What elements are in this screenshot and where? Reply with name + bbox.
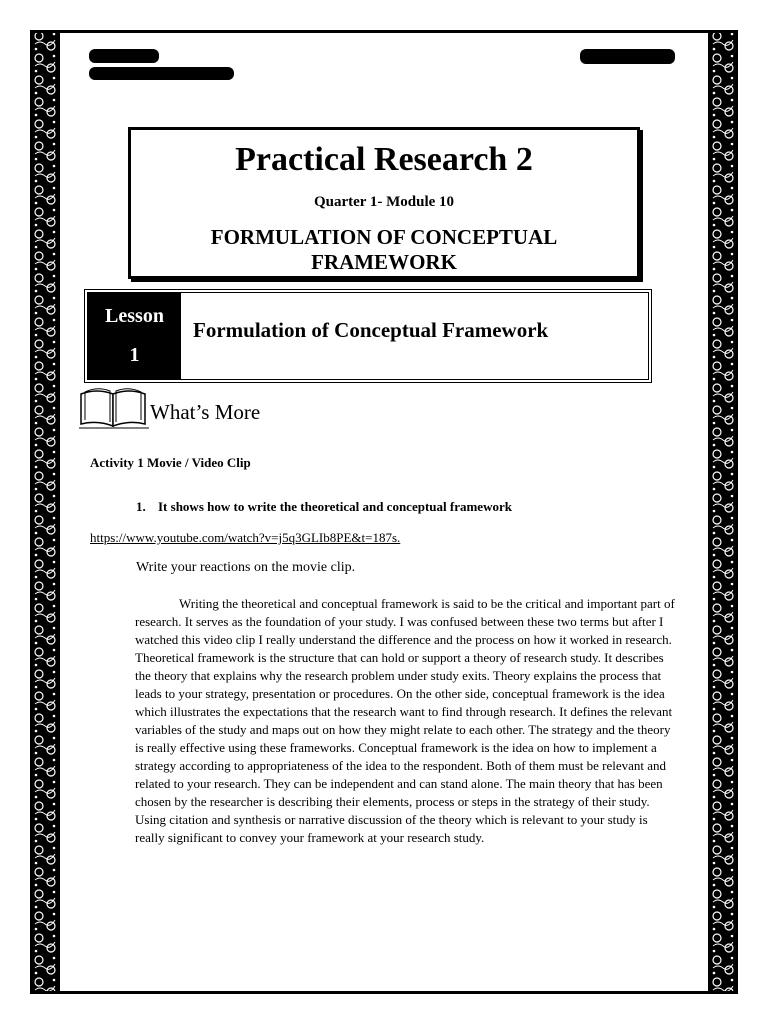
decorative-border-right bbox=[708, 30, 738, 994]
activity-title: Activity 1 Movie / Video Clip bbox=[90, 455, 251, 470]
lesson-number: 1 bbox=[129, 344, 140, 366]
module-subtitle bbox=[131, 225, 637, 275]
redacted-header-left-2 bbox=[89, 67, 234, 80]
open-book-icon bbox=[79, 384, 149, 430]
decorative-border-left bbox=[30, 30, 60, 994]
module-title: Practical Research 2 bbox=[235, 141, 533, 178]
activity-item-text: It shows how to write the theoretical and conceptual framework bbox=[158, 499, 512, 514]
ornament-pattern-left bbox=[30, 30, 60, 994]
activity-item bbox=[136, 499, 512, 515]
lesson-box bbox=[84, 289, 652, 383]
border-top-line bbox=[30, 30, 738, 33]
lesson-label: Lesson bbox=[105, 305, 164, 327]
module-subtitle-line1: FORMULATION OF CONCEPTUAL bbox=[210, 225, 558, 249]
lesson-number-cell bbox=[88, 293, 181, 379]
redacted-header-right bbox=[580, 49, 675, 64]
activity-prompt: Write your reactions on the movie clip. bbox=[136, 560, 356, 575]
section-heading: What’s More bbox=[150, 400, 261, 424]
redacted-header-left-1 bbox=[89, 49, 159, 63]
activity-item-number: 1. bbox=[136, 499, 146, 514]
border-bottom-line bbox=[30, 991, 738, 994]
video-link[interactable]: https://www.youtube.com/watch?v=j5q3GLIb8PE&t=187s. bbox=[90, 530, 401, 545]
reaction-paragraph: Writing the theoretical and conceptual framework is said to be the critical and important part of research. It serves as the foundation of your study. I was confused between these two terms but after I watched this video clip I really understand the difference and the process on how it worked in research. Theoretical framework is the structure that can hold or support a theory of research study. It describes the theory that explains why the research problem under study exits. Theory explains the process that leads to your strategy, presentation or procedures. On the other side, conceptual framework is the idea which illustrates the expectations that the research want to find through research. It defines the relevant variables of the study and maps out on how they might relate to each other. The strategy and the theory is really effective using these frameworks. Conceptual framework is the idea on how to implement a strategy according to appropriateness of the idea to the respondent. Both of them must be relevant and related to your research. They can be independent and can stand alone. The main theory that has been chosen by the researcher is describing their elements, process or steps in the strategy of their study. Using citation and synthesis or narrative discussion of the theory which is relevant to your study is really significant to convey your framework at your research study. bbox=[135, 596, 675, 845]
module-subtitle-line2: FRAMEWORK bbox=[311, 250, 457, 274]
ornament-pattern-right bbox=[708, 30, 738, 994]
module-title-box bbox=[128, 127, 640, 279]
lesson-title: Formulation of Conceptual Framework bbox=[193, 317, 549, 342]
module-quarter: Quarter 1- Module 10 bbox=[313, 194, 455, 210]
